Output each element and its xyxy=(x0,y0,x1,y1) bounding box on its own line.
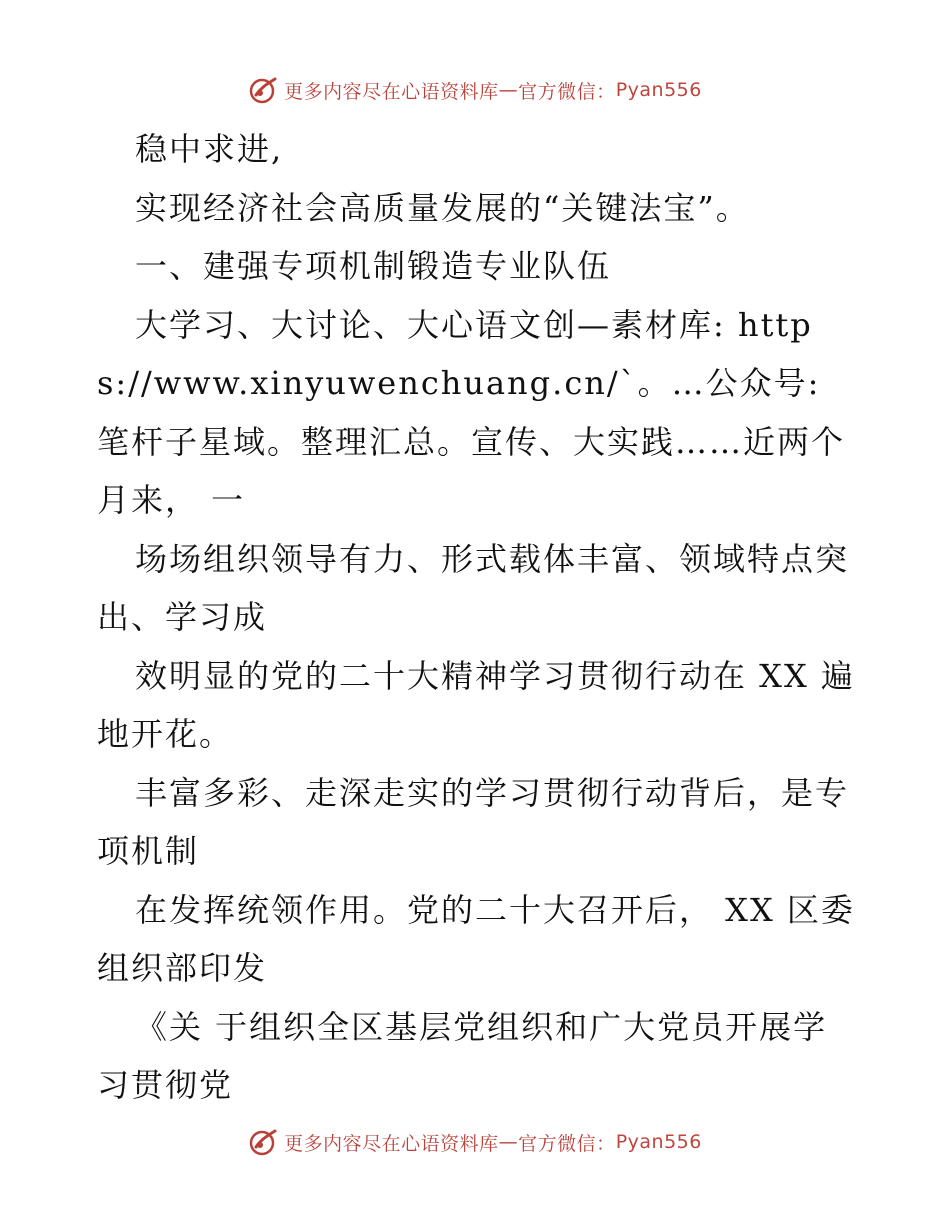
watermark-wechat-label: 官方微信： xyxy=(518,80,616,103)
footer-watermark xyxy=(0,1120,950,1164)
watermark-separator: — xyxy=(498,1131,519,1153)
watermark-text: 更多内容尽在心语资料库 xyxy=(284,80,499,103)
paragraph: 场场组织领导有力、形式载体丰富、领域特点突出、学习成 xyxy=(97,539,850,636)
paragraph: 大学习、大讨论、大心语文创—素材库: https://www.xinyuwenchuang.cn/`。…公众号: 笔杆子星域。整理汇总。宣传、大实践……近两个月来， 一 xyxy=(97,305,846,519)
header-watermark xyxy=(0,68,950,112)
brush-stroke-logo-icon xyxy=(248,1127,278,1157)
watermark-wechat-id: Pyan556 xyxy=(615,1131,702,1153)
paragraph: 效明显的党的二十大精神学习贯彻行动在 XX 遍地开花。 xyxy=(97,656,855,753)
section-heading: 一、建强专项机制锻造专业队伍 xyxy=(135,247,612,285)
paragraph: 稳中求进, xyxy=(135,130,284,168)
brush-stroke-logo-icon xyxy=(248,75,278,105)
paragraph: 实现经济社会高质量发展的“关键法宝”。 xyxy=(135,188,750,227)
watermark-wechat-label: 官方微信： xyxy=(518,1132,616,1155)
watermark-wechat-id: Pyan556 xyxy=(615,79,702,101)
paragraph: 在发挥统领作用。党的二十大召开后， XX 区委组织部印发 xyxy=(97,890,855,987)
paragraph: 《关 于组织全区基层党组织和广大党员开展学习贯彻党 xyxy=(97,1007,828,1104)
watermark-separator: — xyxy=(498,79,519,101)
watermark-text: 更多内容尽在心语资料库 xyxy=(284,1132,499,1155)
document-body xyxy=(97,120,857,1115)
paragraph: 丰富多彩、走深走实的学习贯彻行动背后，是专项机制 xyxy=(97,773,850,870)
